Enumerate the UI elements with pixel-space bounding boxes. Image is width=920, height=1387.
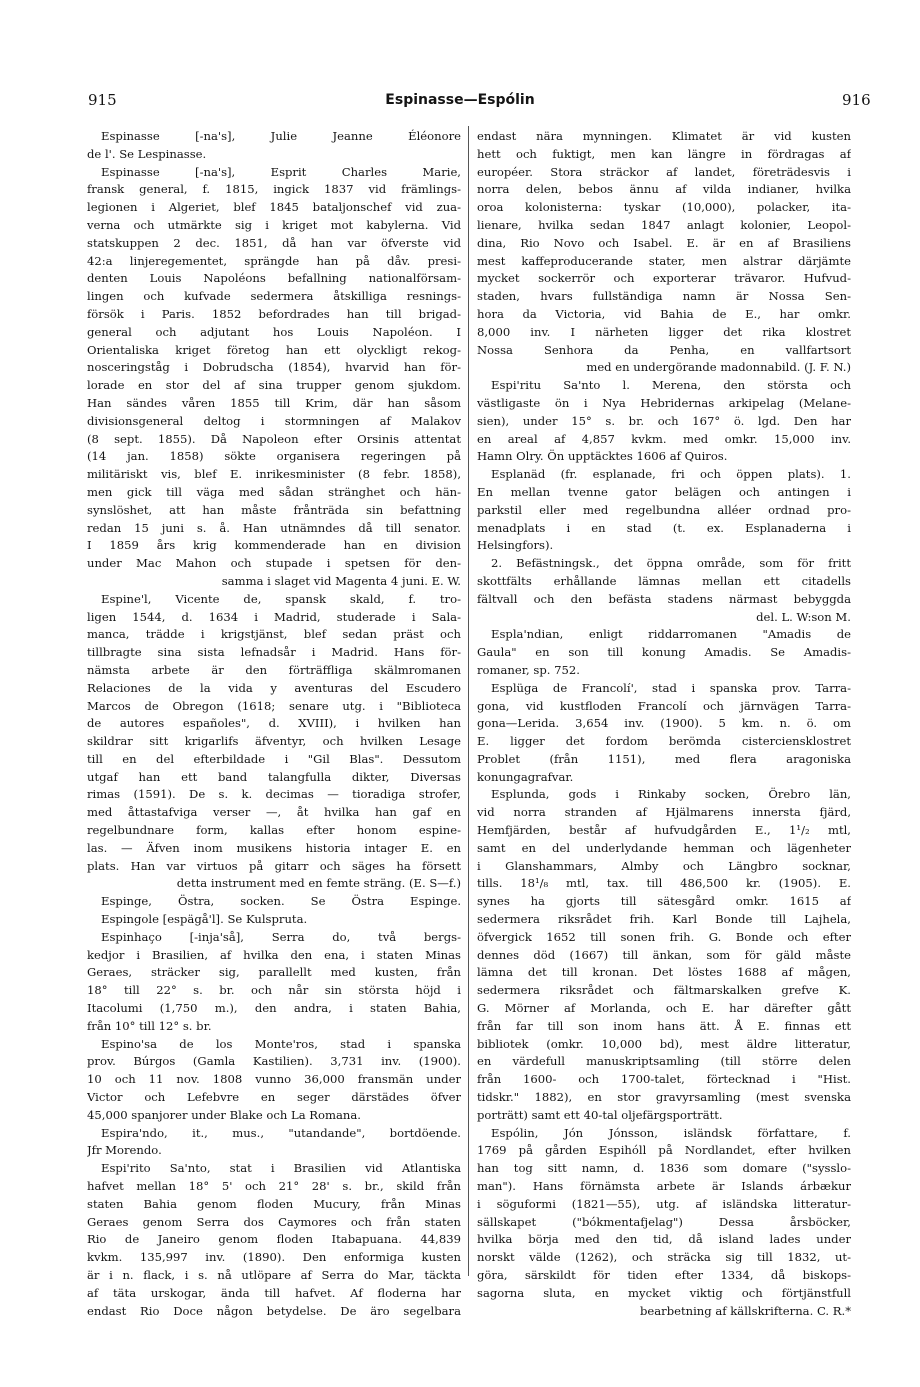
- text-line: konungagrafvar.: [477, 769, 574, 784]
- text-line: sagorna sluta, en mycket viktig och förtjänstfull: [477, 1285, 851, 1300]
- text-line: bearbetning af källskrifterna. C. R.*: [639, 1303, 851, 1318]
- text-line: Orientaliska kriget företog han ett olyckligt rekog-: [87, 342, 461, 357]
- text-line: sällskapet ("bókmentafjelag") Dessa årsböcker,: [477, 1214, 851, 1229]
- text-line: en värdefull manuskriptsamling (till större delen: [477, 1054, 851, 1069]
- text-line: Nossa Senhora da Penha, en vallfartsort: [477, 342, 851, 357]
- text-line: 42:a linjeregementet, sprängde han på dåv. presi-: [87, 253, 461, 268]
- text-line: skottfälts erhållande lämnas mellan ett citadells: [477, 573, 851, 588]
- text-line: synslöshet, att han måste frånträda sin befattning: [87, 502, 461, 517]
- text-line: Esplunda, gods i Rinkaby socken, Örebro län,: [491, 787, 851, 802]
- text-line: européer. Stora sträckor af landet, företrädesvis i: [477, 164, 851, 179]
- text-line: de l'. Se Lespinasse.: [87, 146, 207, 161]
- left-column: [87, 128, 461, 1320]
- text-line: Geraes genom Serra dos Caymores och från staten: [87, 1214, 461, 1229]
- text-line: oroa kolonisterna: tyskar (10,000), polacker, ita-: [477, 200, 851, 215]
- text-line: las. — Äfven inom musikens historia intager E. en: [87, 840, 461, 855]
- text-line: staden, hvars fullständiga namn är Nossa Sen-: [477, 289, 851, 304]
- text-line: i Glanshammars, Almby och Längbro socknar,: [477, 858, 851, 873]
- text-line: mycket sockerrör och exporterar trävaror. Hufvud-: [477, 271, 851, 286]
- text-line: Espino'sa de los Monte'ros, stad i spanska: [101, 1036, 461, 1051]
- text-line: del. L. W:son M.: [756, 609, 851, 624]
- text-line: Espi'rito Sa'nto, stat i Brasilien vid Atlantiska: [101, 1161, 461, 1176]
- text-line: Espingole [espägå'l]. Se Kulspruta.: [101, 912, 308, 927]
- running-title: Espinasse—Espólin: [385, 92, 535, 108]
- text-line: norskt välde (1262), och sträcka sig till 1832, ut-: [477, 1250, 851, 1265]
- text-line: utgaf han ett band talangfulla dikter, Diversas: [87, 769, 461, 784]
- text-line: 1769 på gården Espihóll på Nordlandet, efter hvilken: [477, 1143, 851, 1158]
- text-line: 10 och 11 nov. 1808 vunno 36,000 fransmän under: [87, 1072, 461, 1087]
- text-line: mest kaffeproducerande stater, men alstrar därjämte: [477, 253, 851, 268]
- text-line: hora da Victoria, vid Bahia de E., har omkr.: [477, 306, 851, 321]
- text-line: han tog sitt namn, d. 1836 som domare ("sysslo-: [477, 1161, 851, 1176]
- text-line: de autores españoles", d. XVIII), i hvilken han: [87, 716, 461, 731]
- text-line: (14 jan. 1858) sökte organisera regeringen på: [87, 449, 461, 464]
- text-line: gona—Lerida. 3,654 inv. (1900). 5 km. n. ö. om: [477, 716, 851, 731]
- text-line: samma i slaget vid Magenta 4 juni. E. W.: [221, 573, 461, 588]
- text-line: sedermera riksrådet och fältmarskalken grefve K.: [477, 983, 851, 998]
- text-line: endast nära mynningen. Klimatet är vid kusten: [477, 129, 851, 143]
- text-line: parkstil eller med regelbundna alléer ordnad pro-: [477, 502, 851, 517]
- text-line: gona, vid kustfloden Francolí och järnvägen Tarra-: [477, 698, 851, 713]
- text-line: Espinhaço [-inja'så], Serra do, två bergs-: [101, 929, 461, 944]
- text-line: Esplüga de Francolí', stad i spanska prov. Tarra-: [491, 680, 851, 695]
- text-line: man"). Hans förnämsta arbete är Islands árbækur: [477, 1179, 851, 1194]
- text-line: lienare, hvilka sedan 1847 anlagt kolonier, Leopol-: [477, 217, 851, 232]
- text-line: tills. 18¹/₈ mtl, tax. till 486,500 kr. (1905). E.: [477, 876, 851, 891]
- text-line: Marcos de Obregon (1618; senare utg. i "Biblioteca: [87, 698, 461, 713]
- text-line: fältvall och den befästa stadens närmast bebyggda: [477, 591, 851, 606]
- text-line: staten Bahia genom floden Mucury, från Minas: [87, 1196, 461, 1211]
- text-line: fransk general, f. 1815, ingick 1837 vid främlings-: [87, 182, 461, 197]
- page-number-left: 915: [88, 91, 117, 109]
- text-line: skildrar sitt krigarlifs äfventyr, och hvilken Lesage: [87, 734, 461, 749]
- text-line: hafvet mellan 18° 5' och 21° 28' s. br., skild från: [87, 1179, 461, 1194]
- text-line: lingen och kufvade sedermera åtskilliga resnings-: [87, 289, 461, 304]
- text-line: statskuppen 2 dec. 1851, då han var öfverste vid: [87, 235, 461, 250]
- text-line: norra delen, bebos ännu af vilda indianer, hvilka: [477, 182, 851, 197]
- text-line: samt en del underlydande hemman och lägenheter: [477, 840, 851, 855]
- text-line: E. ligger det fordom berömda cisterciensklostret: [477, 734, 851, 749]
- text-line: verna och utmärkte sig i kriget mot kabylerna. Vid: [87, 217, 461, 232]
- text-line: västligaste ön i Nya Hebridernas arkipelag (Melane-: [477, 395, 851, 410]
- text-line: Espinasse [-na's], Esprit Charles Marie,: [101, 164, 461, 179]
- text-line: med en undergörande madonnabild. (J. F. N.): [586, 360, 851, 375]
- text-line: kedjor i Brasilien, af hvilka den ena, i staten Minas: [87, 947, 461, 962]
- text-line: militäriskt vis, blef E. inrikesminister (8 febr. 1858),: [87, 467, 461, 482]
- text-line: 45,000 spanjorer under Blake och La Romana.: [87, 1107, 361, 1122]
- text-line: Hemfjärden, består af hufvudgården E., 1¹/₂ mtl,: [477, 823, 851, 838]
- text-line: Espi'ritu Sa'nto l. Merena, den största och: [491, 378, 851, 393]
- text-line: Espla'ndian, enligt riddarromanen "Amadis de: [491, 627, 851, 642]
- text-line: Espólin, Jón Jónsson, isländsk författare, f.: [491, 1125, 851, 1140]
- text-line: Espinge, Östra, socken. Se Östra Espinge.: [101, 894, 461, 909]
- text-line: af täta urskogar, ända till hafvet. Af floderna har: [87, 1285, 461, 1300]
- text-line: från far till son inom hans ätt. Å E. finnas ett: [477, 1018, 851, 1033]
- text-line: bibliotek (omkr. 10,000 bd), mest äldre litteratur,: [477, 1036, 851, 1051]
- text-line: legionen i Algeriet, blef 1845 bataljonschef vid zua-: [87, 200, 461, 215]
- text-line: endast Rio Doce någon betydelse. De äro segelbara: [87, 1303, 461, 1318]
- text-line: denten Louis Napoléons befallning nationalförsam-: [87, 271, 461, 286]
- text-line: manca, trädde i krigstjänst, blef sedan präst och: [87, 627, 461, 642]
- text-line: vid norra stranden af Hjälmarens innersta fjärd,: [477, 805, 851, 820]
- text-line: Helsingfors).: [477, 538, 554, 553]
- column-divider: [468, 126, 469, 1276]
- text-line: redan 15 juni s. å. Han utnämndes då till senator.: [87, 520, 461, 535]
- text-line: nosceringståg i Dobrudscha (1854), hvarvid han för-: [87, 360, 461, 375]
- text-line: (8 sept. 1855). Då Napoleon efter Orsinis attentat: [87, 431, 461, 446]
- text-line: plats. Han var virtuos på gitarr och säges ha försett: [87, 858, 461, 873]
- text-line: 18° till 22° s. br. och når sin största höjd i: [87, 983, 461, 998]
- text-line: Problet (från 1151), med flera aragoniska: [477, 751, 851, 766]
- text-line: Gaula" en son till konung Amadis. Se Amadis-: [477, 645, 851, 660]
- text-line: I 1859 års krig kommenderade han en division: [87, 538, 461, 553]
- text-line: Esplanäd (fr. esplanade, fri och öppen plats). 1.: [491, 467, 851, 482]
- text-line: menadplats i en stad (t. ex. Esplanaderna i: [477, 520, 851, 535]
- page-number-right: 916: [842, 91, 871, 109]
- text-line: romaner, sp. 752.: [477, 662, 580, 677]
- text-line: prov. Búrgos (Gamla Kastilien). 3,731 inv. (1900).: [87, 1054, 461, 1069]
- text-line: sien), under 15° s. br. och 167° ö. lgd. Den har: [477, 413, 851, 428]
- text-line: Rio de Janeiro genom floden Itabapuana. 44,839: [87, 1232, 461, 1247]
- text-line: Espira'ndo, it., mus., "utandande", bortdöende.: [101, 1125, 461, 1140]
- text-line: G. Mörner af Morlanda, och E. har därefter gått: [477, 1001, 851, 1016]
- text-line: Espine'l, Vicente de, spansk skald, f. tro-: [101, 591, 461, 606]
- right-column: [477, 128, 851, 1320]
- text-line: Itacolumi (1,750 m.), den andra, i staten Bahia,: [87, 1001, 461, 1016]
- text-line: lämna det till kronan. Det löstes 1688 af mågen,: [477, 965, 851, 980]
- text-line: Jfr Morendo.: [87, 1143, 162, 1158]
- text-line: en areal af 4,857 kvkm. med omkr. 15,000 inv.: [477, 431, 851, 446]
- text-line: sedermera riksrådet frih. Karl Bonde till Lajhela,: [477, 912, 851, 927]
- text-line: En mellan tvenne gator belägen och antingen i: [477, 484, 851, 499]
- text-line: synes ha gjorts till sätesgård omkr. 1615 af: [477, 894, 851, 909]
- text-line: Geraes, sträcker sig, parallellt med kusten, från: [87, 965, 461, 980]
- text-line: general och adjutant hos Louis Napoléon. I: [87, 324, 461, 339]
- text-line: hvilka börja med den tid, då island lades under: [477, 1232, 851, 1247]
- text-line: men gick till väga med sådan stränghet och hän-: [87, 484, 461, 499]
- text-line: detta instrument med en femte sträng. (E. S—f.): [176, 876, 461, 891]
- text-line: från 10° till 12° s. br.: [87, 1018, 212, 1033]
- text-line: göra, särskildt för tiden efter 1334, då biskops-: [477, 1268, 851, 1282]
- text-line: dina, Rio Novo och Isabel. E. är en af Brasiliens: [477, 235, 851, 250]
- text-line: under Mac Mahon och stupade i spetsen för den-: [87, 556, 461, 571]
- text-line: nämsta arbete är den förträffliga skälmromanen: [87, 662, 461, 677]
- text-line: divisionsgeneral deltog i stormningen af Malakov: [87, 413, 461, 428]
- text-line: porträtt) samt ett 40-tal oljefärgsporträtt.: [477, 1107, 723, 1122]
- text-line: hett och fuktigt, men kan längre in fördragas af: [477, 146, 851, 161]
- text-line: dennes död (1667) till änkan, som för gäld måste: [477, 947, 851, 962]
- text-line: till en del efterbildade i "Gil Blas". Dessutom: [87, 751, 461, 766]
- text-line: öfvergick 1652 till sonen frih. G. Bonde och efter: [477, 929, 851, 944]
- text-line: Victor och Lefebvre en seger därstädes öfver: [87, 1090, 461, 1105]
- text-line: rimas (1591). De s. k. decimas — tioradiga strofer,: [87, 787, 461, 802]
- text-line: ligen 1544, d. 1634 i Madrid, studerade i Sala-: [87, 609, 461, 624]
- text-line: lorade en stor del af sina trupper genom sjukdom.: [87, 378, 461, 393]
- text-line: Espinasse [-na's], Julie Jeanne Éléonore: [101, 129, 461, 143]
- text-line: från 1600- och 1700-talet, förtecknad i "Hist.: [477, 1072, 851, 1087]
- text-line: Relaciones de la vida y aventuras del Escudero: [87, 680, 461, 695]
- text-line: försök i Paris. 1852 befordrades han till brigad-: [87, 306, 461, 321]
- text-line: är i n. flack, i s. nå utlöpare af Serra do Mar, täckta: [87, 1268, 461, 1282]
- text-line: Hamn Olry. Ön upptäcktes 1606 af Quiros.: [477, 449, 728, 464]
- text-line: 2. Befästningsk., det öppna område, som för fritt: [491, 556, 851, 571]
- text-line: tidskr." 1882), en stor gravyrsamling (mest svenska: [477, 1090, 851, 1105]
- text-line: tillbragte sina sista lefnadsår i Madrid. Hans för-: [87, 645, 461, 660]
- text-line: regelbundnare form, kallas efter honom espine-: [87, 823, 461, 838]
- text-line: Han sändes våren 1855 till Krim, där han såsom: [87, 395, 461, 410]
- text-line: med åttastafviga verser —, åt hvilka han gaf en: [87, 805, 461, 820]
- text-line: i söguformi (1821—55), utg. af isländska litteratur-: [477, 1196, 851, 1211]
- text-line: kvkm. 135,997 inv. (1890). Den enformiga kusten: [87, 1250, 461, 1265]
- text-line: 8,000 inv. I närheten ligger det rika klostret: [477, 324, 851, 339]
